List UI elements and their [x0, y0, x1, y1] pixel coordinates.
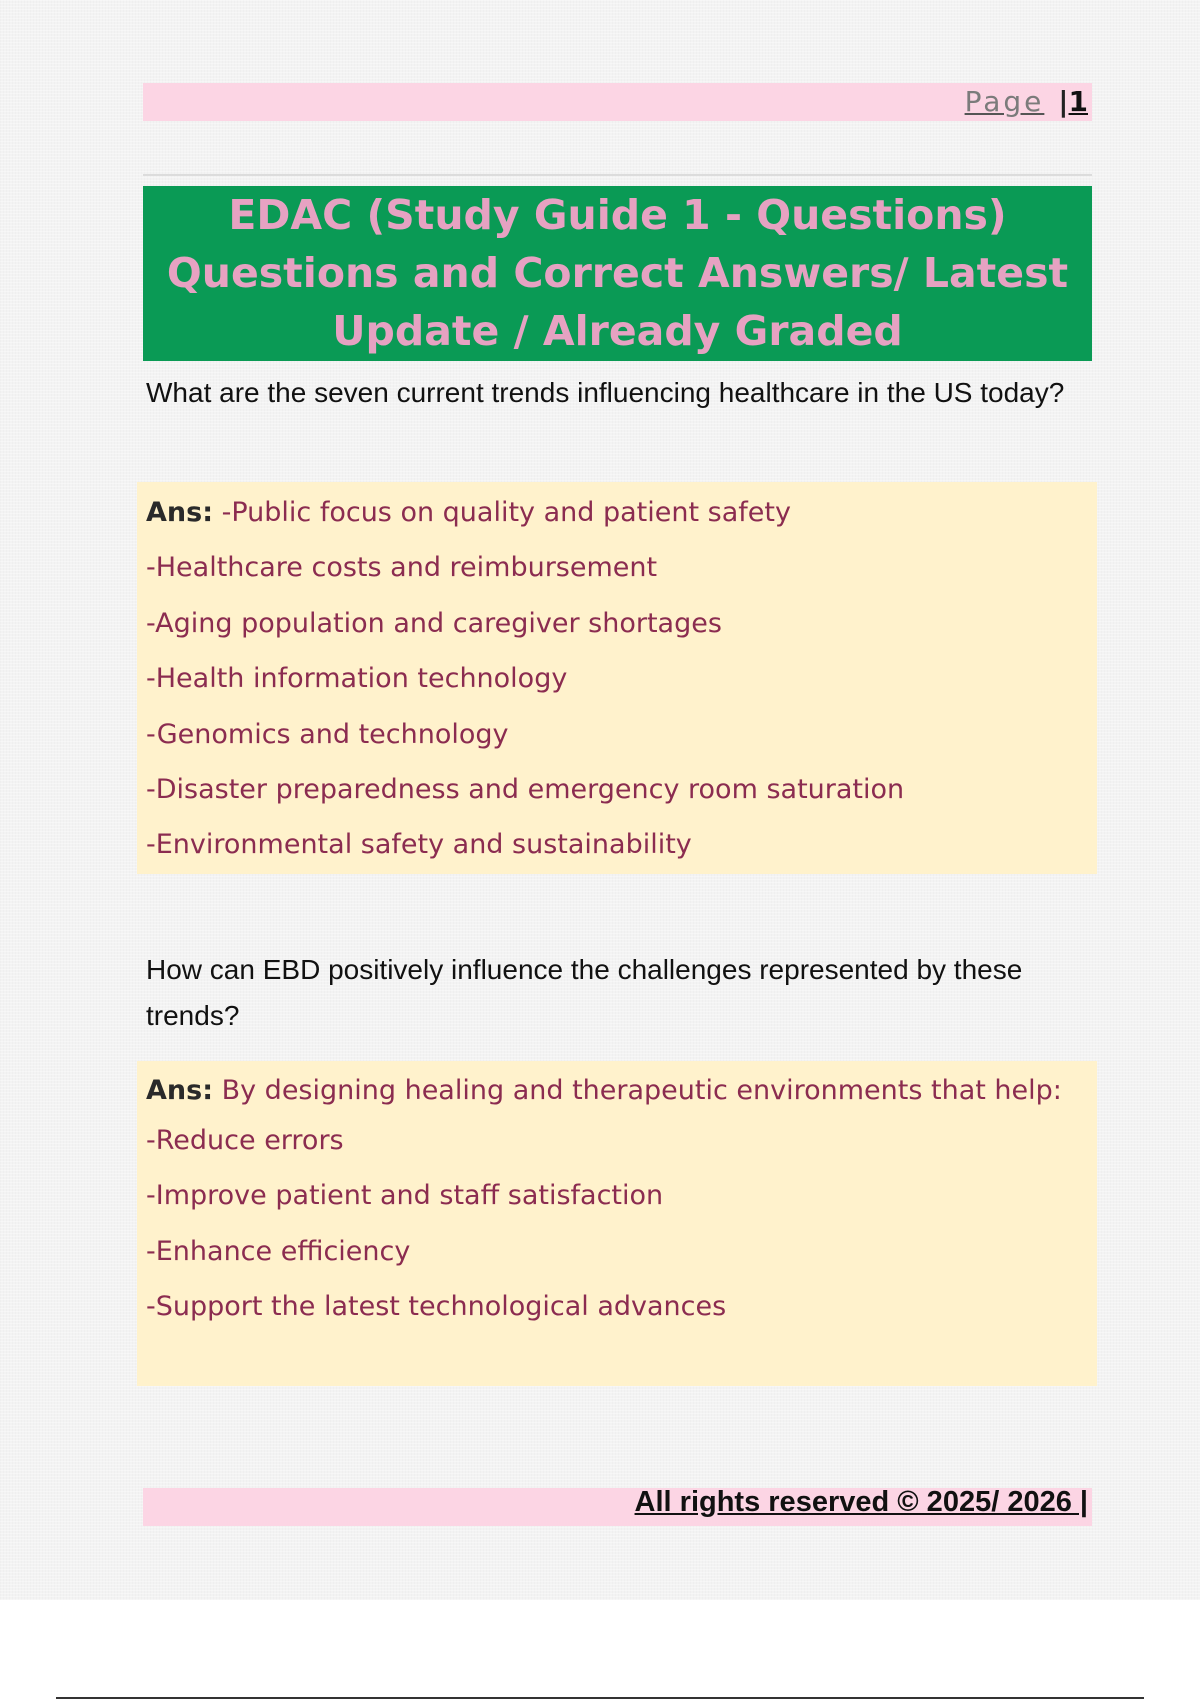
page-number: [965, 85, 1088, 118]
page-separator: |: [1058, 85, 1069, 118]
answer-text: By designing healing and therapeutic environments that help:: [221, 1075, 1062, 1106]
answer-line: -Improve patient and staff satisfaction: [146, 1180, 664, 1212]
copyright-notice: All rights reserved © 2025/ 2026 |: [634, 1486, 1088, 1518]
answer-1: [137, 482, 1097, 874]
answer-line: -Genomics and technology: [146, 718, 509, 750]
question-2: How can EBD positively influence the challenges represented by these trends?: [146, 954, 1023, 1031]
answer-label: Ans:: [146, 1075, 213, 1106]
title-line-3: Update / Already Graded: [332, 307, 903, 355]
answer-line: -Health information technology: [146, 663, 568, 695]
question-1: What are the seven current trends influencing healthcare in the US today?: [146, 377, 1065, 408]
page-footer-bar: [143, 1488, 1092, 1526]
answer-line: -Environmental safety and sustainability: [146, 829, 692, 861]
page-number-value: 1: [1068, 85, 1088, 118]
answer-text: -Public focus on quality and patient safety: [221, 497, 791, 528]
answer-2: [137, 1061, 1097, 1386]
header-divider: [143, 174, 1092, 176]
answer-label: Ans:: [146, 497, 213, 528]
title-line-2: Questions and Correct Answers/ Latest: [166, 249, 1069, 297]
page-header-bar: [143, 83, 1092, 121]
title-line-1: EDAC (Study Guide 1 - Questions): [228, 191, 1007, 239]
answer-line: -Support the latest technological advances: [146, 1291, 727, 1323]
answer-line: -Enhance efficiency: [146, 1235, 411, 1267]
answer-line: [146, 485, 1097, 540]
document-title: [143, 186, 1092, 361]
answer-line: -Healthcare costs and reimbursement: [146, 552, 658, 584]
page-label: Page: [964, 85, 1045, 118]
answer-line: -Disaster preparedness and emergency room saturation: [146, 774, 905, 806]
answer-line: -Aging population and caregiver shortages: [146, 607, 722, 639]
bottom-divider: [56, 1697, 1144, 1699]
answer-line: [146, 1064, 1097, 1113]
answer-line: -Reduce errors: [146, 1125, 344, 1156]
